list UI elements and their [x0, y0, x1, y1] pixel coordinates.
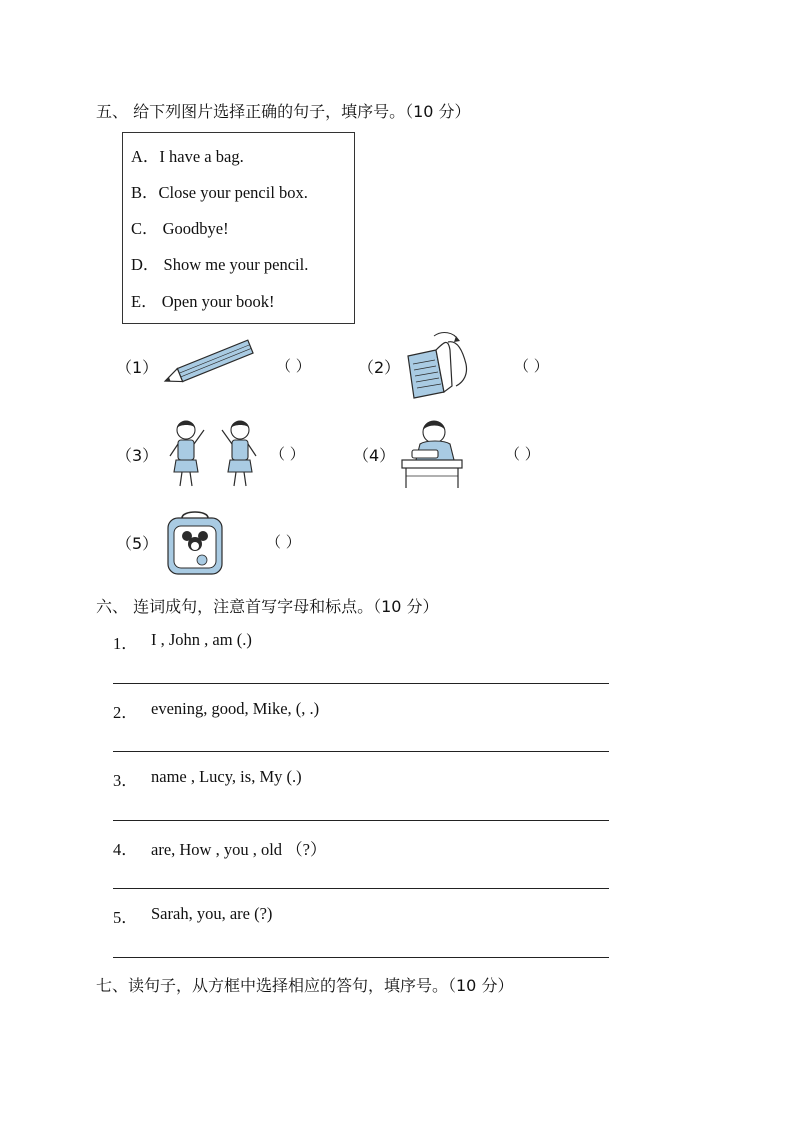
- question-5-number: 5．: [113, 908, 138, 927]
- option-c: C． Goodbye!: [131, 219, 229, 238]
- option-a: A．I have a bag.: [131, 147, 244, 166]
- item-4-answer-blank[interactable]: （ ）: [505, 445, 540, 463]
- question-3-number: 3．: [113, 771, 138, 790]
- item-3-number: （3）: [116, 446, 159, 465]
- question-5-words: Sarah, you, are (?): [151, 904, 273, 923]
- question-2-words: evening, good, Mike, (, .): [151, 699, 320, 718]
- question-4-number: 4．: [113, 840, 138, 859]
- option-e: E． Open your book!: [131, 292, 275, 311]
- question-1-words: I , John , am (.): [151, 630, 252, 649]
- item-3-answer-blank[interactable]: （ ）: [270, 445, 305, 463]
- item-4-number: （4）: [353, 446, 396, 465]
- item-5-answer-blank[interactable]: （ ）: [266, 533, 301, 551]
- boy-at-desk-picture: [398, 414, 466, 490]
- item-2-number: （2）: [358, 358, 401, 377]
- answer-line-2[interactable]: [113, 751, 609, 752]
- question-2-number: 2．: [113, 703, 138, 722]
- pencil-picture: [160, 336, 260, 392]
- answer-line-5[interactable]: [113, 957, 609, 958]
- girls-waving-picture: [160, 416, 264, 490]
- item-1-answer-blank[interactable]: （ ）: [276, 357, 311, 375]
- question-3-words: name , Lucy, is, My (.): [151, 767, 302, 786]
- section6-heading: 六、 连词成句，注意首写字母和标点。（10 分）: [96, 597, 439, 616]
- question-4-words: are, How , you , old （?）: [151, 840, 327, 859]
- item-2-answer-blank[interactable]: （ ）: [514, 357, 549, 375]
- question-1-number: 1．: [113, 634, 138, 653]
- book-picture: [404, 330, 472, 400]
- option-b: B．Close your pencil box.: [131, 183, 308, 202]
- option-d: D． Show me your pencil.: [131, 255, 309, 274]
- item-5-number: （5）: [116, 534, 159, 553]
- options-box: [122, 132, 355, 324]
- item-1-number: （1）: [116, 358, 159, 377]
- answer-line-1[interactable]: [113, 683, 609, 684]
- section5-heading: 五、 给下列图片选择正确的句子，填序号。（10 分）: [96, 102, 471, 121]
- answer-line-3[interactable]: [113, 820, 609, 821]
- section7-heading: 七、读句子，从方框中选择相应的答句，填序号。（10 分）: [96, 976, 514, 995]
- answer-line-4[interactable]: [113, 888, 609, 889]
- school-bag-picture: [162, 508, 228, 576]
